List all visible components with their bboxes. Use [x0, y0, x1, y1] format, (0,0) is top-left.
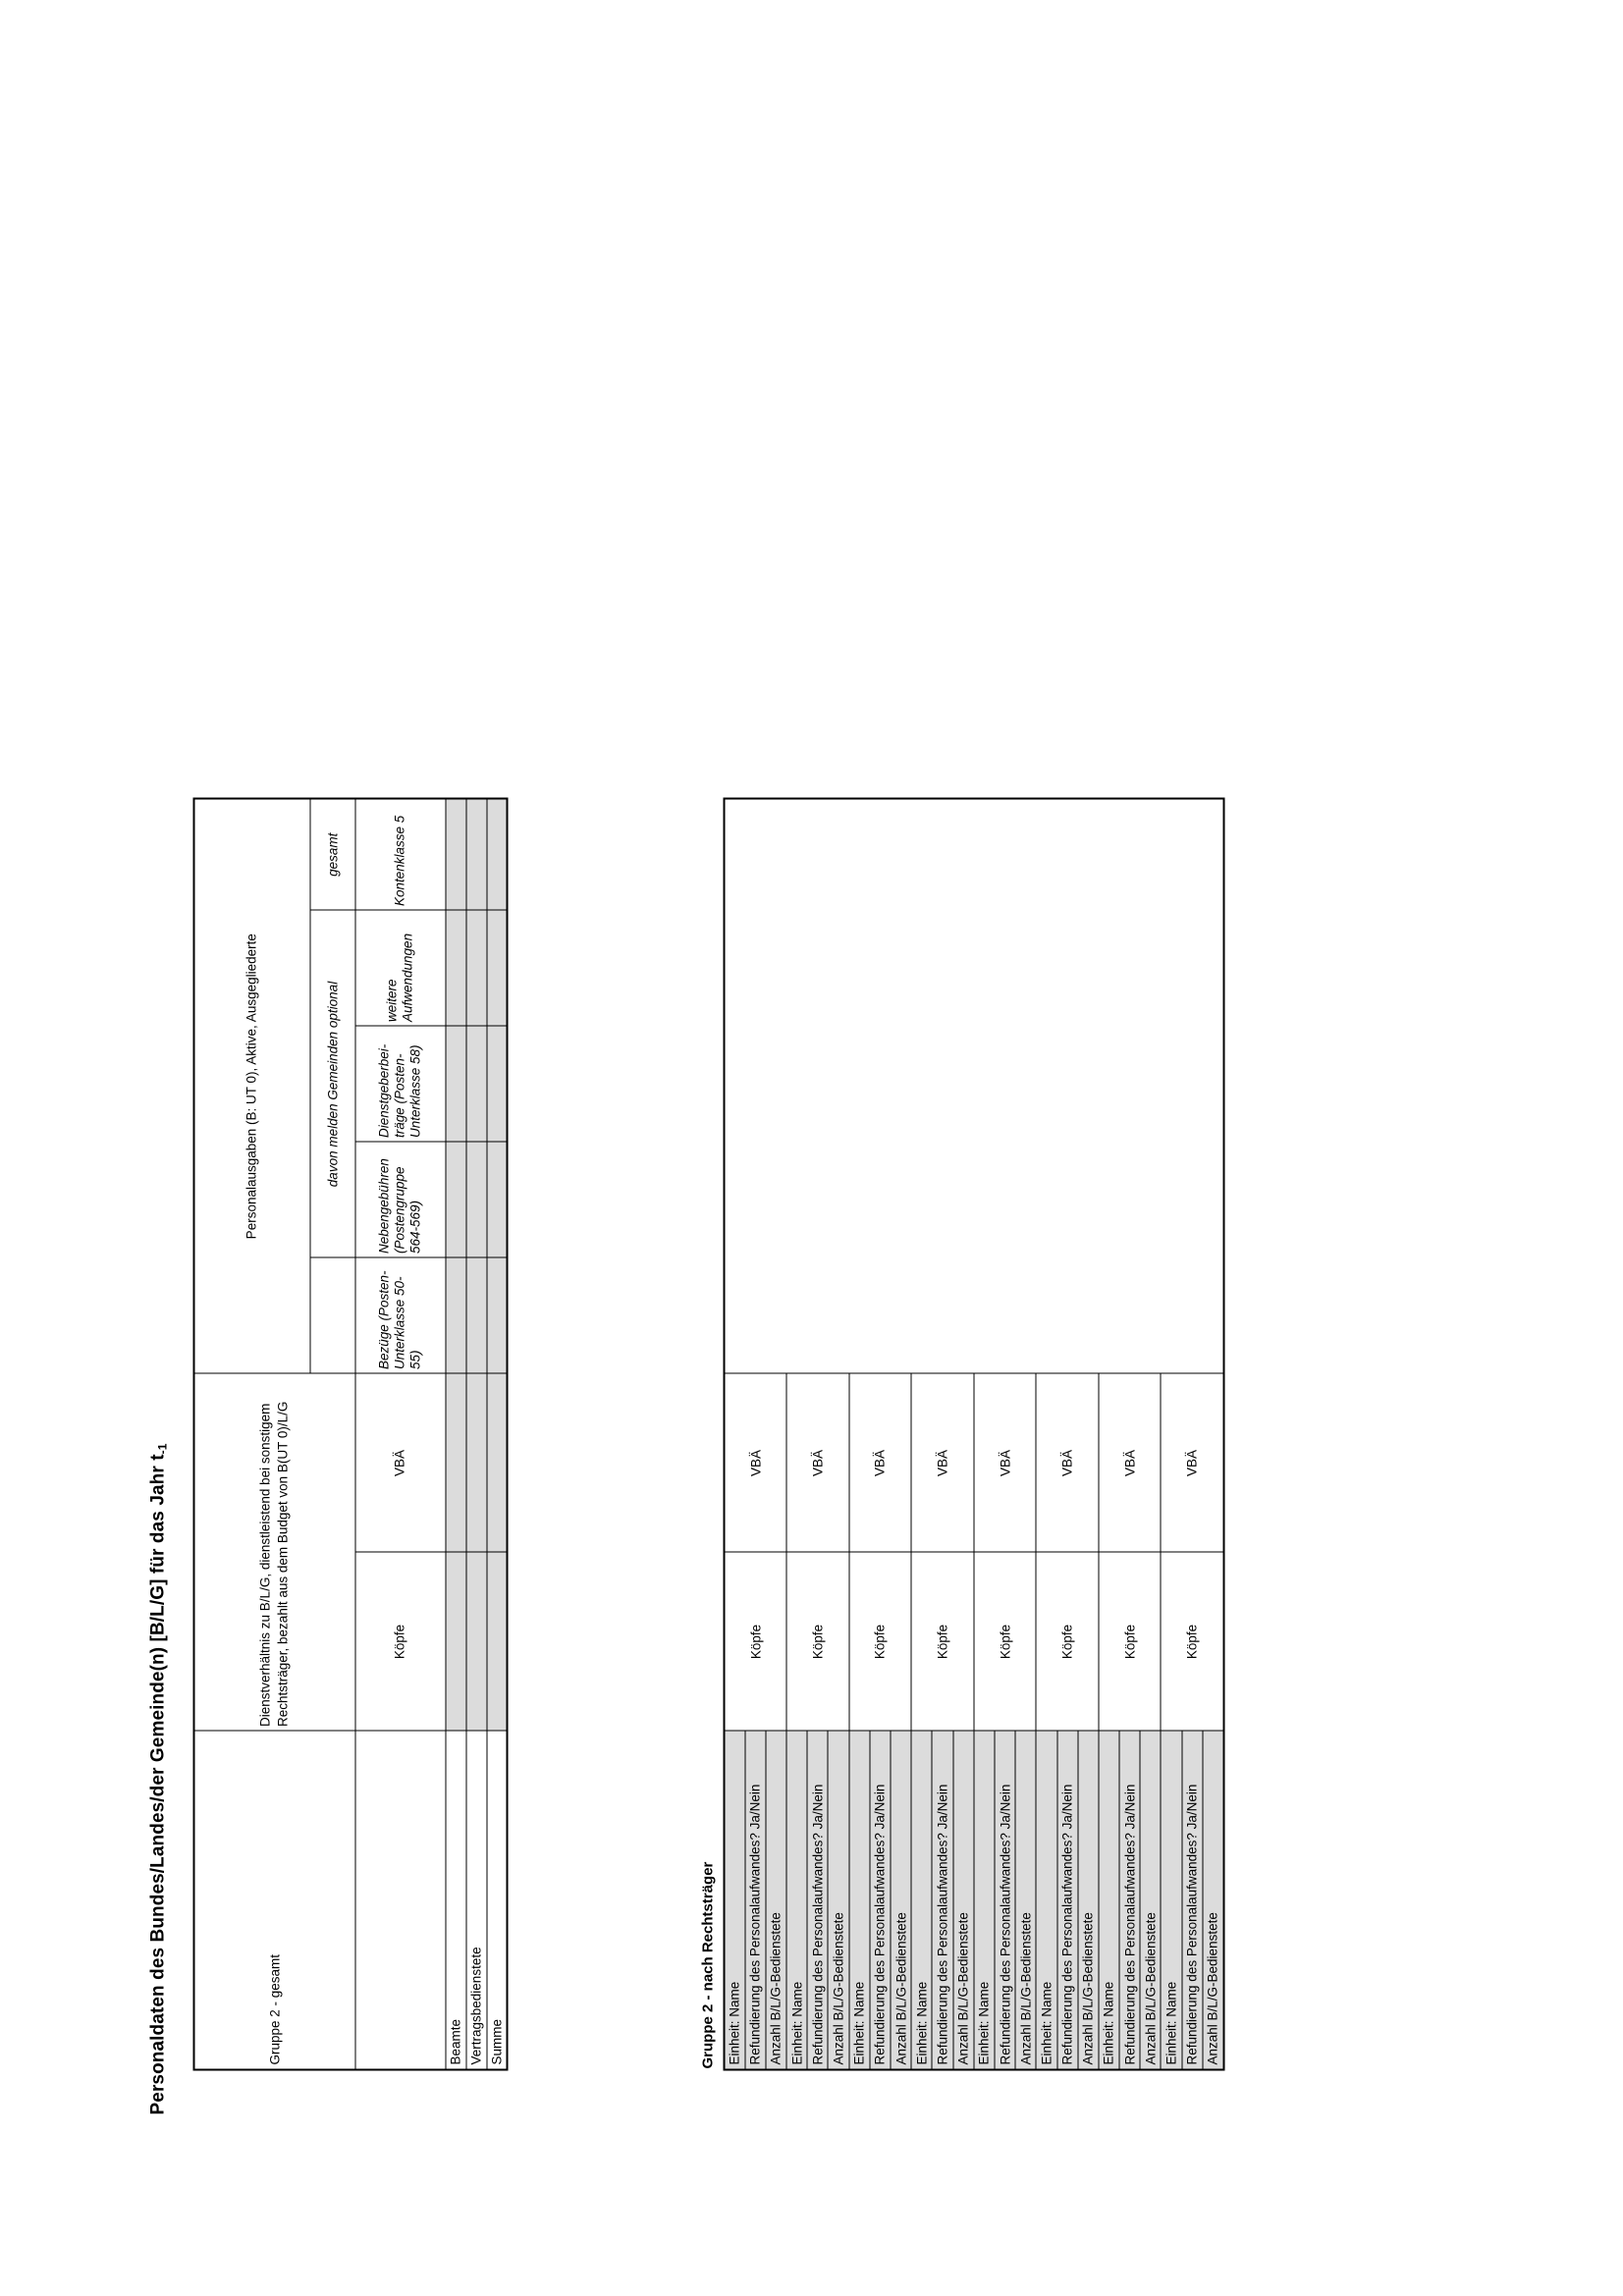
header-weitere-aufwendungen: weitere Aufwendungen [354, 910, 445, 1026]
cell-empty [973, 798, 994, 910]
cell-beamte-kontenklasse5[interactable] [445, 798, 465, 910]
cell-empty [1202, 798, 1222, 910]
cell-empty [1161, 1142, 1181, 1257]
cell-summe-kontenklasse5[interactable] [486, 798, 507, 910]
header-kopfe: Köpfe [786, 1552, 849, 1731]
cell-empty [828, 910, 848, 1026]
header-personalausgaben: Personalausgaben (B: UT 0), Aktive, Ausgegliederte [193, 798, 309, 1373]
cell-empty [932, 1142, 952, 1257]
header-kopfe: Köpfe [973, 1552, 1036, 1731]
cell-empty [1056, 1026, 1077, 1142]
cell-empty [765, 1142, 785, 1257]
cell-empty [1119, 910, 1140, 1026]
cell-empty [828, 798, 848, 910]
cell-empty [891, 1142, 911, 1257]
cell-empty [1119, 1026, 1140, 1142]
cell-empty [1161, 1257, 1181, 1373]
cell-empty [891, 798, 911, 910]
cell-empty [807, 1026, 828, 1142]
row-label: Refundierung des Personalaufwandes? Ja/Nein [1056, 1731, 1077, 2069]
cell-empty [786, 910, 807, 1026]
cell-empty [1077, 798, 1098, 910]
header-kopfe: Köpfe [1161, 1552, 1223, 1731]
table-gruppe2-gesamt [192, 797, 508, 2070]
cell-vertragsbedienstete-vbae[interactable] [465, 1373, 486, 1552]
row-label: Refundierung des Personalaufwandes? Ja/Nein [807, 1731, 828, 2069]
cell-empty [952, 910, 973, 1026]
cell-summe-vbae[interactable] [486, 1373, 507, 1552]
section-gruppe2-gesamt [192, 797, 508, 2070]
page-title-text: Personaldaten des Bundes/Landes/der Gemeinde(n) [B/L/G] für das Jahr t [147, 1453, 168, 2114]
cell-empty [1140, 910, 1161, 1026]
cell-beamte-dienstgeberbeitraege[interactable] [445, 1026, 465, 1142]
cell-empty [786, 798, 807, 910]
cell-empty [973, 1026, 994, 1142]
cell-vertragsbedienstete-bezuege[interactable] [465, 1257, 486, 1373]
cell-empty [891, 910, 911, 1026]
cell-empty [1140, 1142, 1161, 1257]
row-label: Einheit: Name [724, 1731, 744, 2069]
cell-empty [891, 1026, 911, 1142]
header-bezuege: Bezüge (Posten-Unterklasse 50-55) [354, 1257, 445, 1373]
row-label: Anzahl B/L/G-Bedienstete [1202, 1731, 1222, 2069]
row-label: Refundierung des Personalaufwandes? Ja/Nein [869, 1731, 890, 2069]
header-vbae: VBÄ [724, 1373, 786, 1552]
cell-vertragsbedienstete-kontenklasse5[interactable] [465, 798, 486, 910]
page-title [147, 1443, 169, 2114]
cell-empty [1056, 798, 1077, 910]
cell-empty [765, 1026, 785, 1142]
cell-empty [1181, 910, 1202, 1026]
cell-empty [1098, 1026, 1118, 1142]
row-label: Refundierung des Personalaufwandes? Ja/Nein [744, 1731, 765, 2069]
cell-empty [1161, 798, 1181, 910]
cell-empty [1119, 1142, 1140, 1257]
cell-empty [1181, 1142, 1202, 1257]
table-gruppe2-nach-rechtstraeger [723, 797, 1224, 2070]
cell-empty [1119, 798, 1140, 910]
cell-empty [952, 798, 973, 910]
cell-empty [994, 910, 1014, 1026]
row-label: Anzahl B/L/G-Bedienstete [828, 1731, 848, 2069]
cell-empty [1036, 1257, 1056, 1373]
cell-empty [1202, 1257, 1222, 1373]
header-spacer [309, 1257, 354, 1373]
cell-empty [1098, 910, 1118, 1026]
cell-empty [994, 1257, 1014, 1373]
cell-vertragsbedienstete-kopfe[interactable] [465, 1552, 486, 1731]
page-title-subscript: -1 [155, 1442, 169, 1454]
row-label: Einheit: Name [786, 1731, 807, 2069]
row-label: Einheit: Name [1098, 1731, 1118, 2069]
header-dienstverhaeltnis: Dienstverhältnis zu B/L/G, dienstleistend bei sonstigem Rechtsträger, bezahlt aus dem Budget von B(UT 0)/L/G [193, 1373, 354, 1731]
cell-empty [1056, 1142, 1077, 1257]
cell-empty [932, 798, 952, 910]
header-vbae: VBÄ [848, 1373, 911, 1552]
header-kopfe: Köpfe [1098, 1552, 1161, 1731]
cell-empty [891, 1257, 911, 1373]
row-label: Refundierung des Personalaufwandes? Ja/Nein [994, 1731, 1014, 2069]
cell-empty [848, 1026, 869, 1142]
cell-empty [765, 910, 785, 1026]
row-label: Einheit: Name [911, 1731, 932, 2069]
row-label-summe: Summe [486, 1731, 507, 2069]
cell-empty [1140, 1257, 1161, 1373]
cell-empty [952, 1142, 973, 1257]
cell-empty [1119, 1257, 1140, 1373]
cell-empty [932, 1026, 952, 1142]
cell-empty [848, 1257, 869, 1373]
cell-empty [848, 798, 869, 910]
table-row [848, 798, 869, 2069]
row-label-vertragsbedienstete: Vertragsbedienstete [465, 1731, 486, 2069]
row-label: Anzahl B/L/G-Bedienstete [1077, 1731, 1098, 2069]
table-row [786, 798, 807, 2069]
cell-empty [1036, 1142, 1056, 1257]
row-label-beamte: Beamte [445, 1731, 465, 2069]
cell-empty [1202, 910, 1222, 1026]
cell-empty [1098, 798, 1118, 910]
header-kopfe: Köpfe [1036, 1552, 1099, 1731]
cell-empty [1202, 1142, 1222, 1257]
cell-vertragsbedienstete-nebengebuehren[interactable] [465, 1142, 486, 1257]
cell-empty [932, 1257, 952, 1373]
cell-empty [952, 1026, 973, 1142]
table-row [973, 798, 994, 2069]
cell-empty [1015, 1026, 1036, 1142]
cell-beamte-nebengebuehren[interactable] [445, 1142, 465, 1257]
row-label: Einheit: Name [848, 1731, 869, 2069]
header-kopfe: Köpfe [354, 1552, 445, 1731]
cell-empty [994, 1026, 1014, 1142]
header-kopfe: Köpfe [911, 1552, 974, 1731]
header-gruppe2-gesamt: Gruppe 2 - gesamt [193, 1731, 354, 2069]
header-kopfe: Köpfe [724, 1552, 786, 1731]
header-vbae: VBÄ [1098, 1373, 1161, 1552]
header-kopfe: Köpfe [848, 1552, 911, 1731]
cell-empty [848, 1142, 869, 1257]
table-header-row-groups [193, 798, 309, 2069]
row-label: Einheit: Name [1036, 1731, 1056, 2069]
cell-empty [994, 798, 1014, 910]
header-vbae: VBÄ [354, 1373, 445, 1552]
cell-empty [994, 1142, 1014, 1257]
cell-beamte-kopfe[interactable] [445, 1552, 465, 1731]
header-vbae: VBÄ [911, 1373, 974, 1552]
header-nebengebuehren: Nebengebühren (Postengruppe 564-569) [354, 1142, 445, 1257]
cell-empty [744, 1257, 765, 1373]
row-label: Anzahl B/L/G-Bedienstete [952, 1731, 973, 2069]
table-row [465, 798, 486, 2069]
cell-empty [807, 1142, 828, 1257]
header-kontenklasse5: Kontenklasse 5 [354, 798, 445, 910]
cell-empty [911, 910, 932, 1026]
cell-summe-kopfe[interactable] [486, 1552, 507, 1731]
row-label: Anzahl B/L/G-Bedienstete [765, 1731, 785, 2069]
header-dienstgeberbeitraege: Dienstgeberbei-träge (Posten-Unterklasse 58) [354, 1026, 445, 1142]
cell-empty [724, 910, 744, 1026]
row-label: Refundierung des Personalaufwandes? Ja/Nein [932, 1731, 952, 2069]
cell-empty [1161, 1026, 1181, 1142]
cell-empty [807, 798, 828, 910]
header-gesamt: gesamt [309, 798, 354, 910]
cell-empty [786, 1026, 807, 1142]
cell-empty [1056, 910, 1077, 1026]
cell-empty [1077, 1026, 1098, 1142]
cell-empty [1077, 1142, 1098, 1257]
row-label: Anzahl B/L/G-Bedienstete [1140, 1731, 1161, 2069]
cell-empty [1036, 910, 1056, 1026]
cell-empty [952, 1257, 973, 1373]
cell-empty [932, 910, 952, 1026]
cell-empty [1140, 798, 1161, 910]
cell-empty [744, 1142, 765, 1257]
cell-empty [786, 1142, 807, 1257]
cell-empty [765, 798, 785, 910]
cell-empty [724, 798, 744, 910]
cell-empty [869, 1257, 890, 1373]
cell-vertragsbedienstete-dienstgeberbeitraege[interactable] [465, 1026, 486, 1142]
cell-empty [973, 1142, 994, 1257]
header-vbae: VBÄ [1161, 1373, 1223, 1552]
cell-empty [911, 798, 932, 910]
cell-beamte-vbae[interactable] [445, 1373, 465, 1552]
table-row [1161, 798, 1181, 2069]
cell-empty [911, 1026, 932, 1142]
cell-empty [828, 1026, 848, 1142]
cell-empty [973, 910, 994, 1026]
cell-empty [1015, 798, 1036, 910]
cell-empty [911, 1257, 932, 1373]
cell-empty [1015, 910, 1036, 1026]
row-label: Einheit: Name [1161, 1731, 1181, 2069]
cell-summe-bezuege[interactable] [486, 1257, 507, 1373]
cell-empty [724, 1257, 744, 1373]
cell-summe-nebengebuehren[interactable] [486, 1142, 507, 1257]
cell-beamte-bezuege[interactable] [445, 1257, 465, 1373]
cell-empty [1140, 1026, 1161, 1142]
row-label: Anzahl B/L/G-Bedienstete [891, 1731, 911, 2069]
cell-empty [765, 1257, 785, 1373]
cell-empty [1015, 1257, 1036, 1373]
cell-empty [1181, 1026, 1202, 1142]
cell-empty [973, 1257, 994, 1373]
cell-empty [1098, 1257, 1118, 1373]
row-label: Einheit: Name [973, 1731, 994, 2069]
row-label: Anzahl B/L/G-Bedienstete [1015, 1731, 1036, 2069]
cell-empty [1202, 1026, 1222, 1142]
cell-empty [1015, 1142, 1036, 1257]
cell-empty [1056, 1257, 1077, 1373]
cell-summe-weitere-aufwendungen[interactable] [486, 910, 507, 1026]
cell-empty [1077, 910, 1098, 1026]
cell-empty [1098, 1142, 1118, 1257]
header-vbae: VBÄ [786, 1373, 849, 1552]
cell-empty [1161, 910, 1181, 1026]
cell-empty [1181, 1257, 1202, 1373]
cell-empty [869, 1026, 890, 1142]
cell-empty [724, 1026, 744, 1142]
header-davon-melden-gemeinden-optional: davon melden Gemeinden optional [309, 910, 354, 1257]
cell-empty [744, 910, 765, 1026]
table-row [1036, 798, 1056, 2069]
table-row [1098, 798, 1118, 2069]
row-label: Refundierung des Personalaufwandes? Ja/Nein [1119, 1731, 1140, 2069]
header-vbae: VBÄ [973, 1373, 1036, 1552]
cell-empty [1036, 1026, 1056, 1142]
header-vbae: VBÄ [1036, 1373, 1099, 1552]
cell-empty [744, 798, 765, 910]
cell-empty [1077, 1257, 1098, 1373]
section-gruppe2-nach-rechtstraeger [699, 797, 1224, 2070]
cell-empty [807, 1257, 828, 1373]
header-gruppe2-nach-rechtstraeger: Gruppe 2 - nach Rechtsträger [699, 1861, 716, 2068]
cell-empty [828, 1257, 848, 1373]
header-unit-spacer [354, 1731, 445, 2069]
cell-vertragsbedienstete-weitere-aufwendungen[interactable] [465, 910, 486, 1026]
cell-empty [828, 1142, 848, 1257]
cell-empty [786, 1257, 807, 1373]
cell-empty [848, 910, 869, 1026]
cell-empty [807, 910, 828, 1026]
cell-empty [869, 1142, 890, 1257]
table-row [445, 798, 465, 2069]
cell-summe-dienstgeberbeitraege[interactable] [486, 1026, 507, 1142]
cell-empty [744, 1026, 765, 1142]
cell-empty [869, 798, 890, 910]
cell-empty [1036, 798, 1056, 910]
table-header-row-units [354, 798, 445, 2069]
table-row [911, 798, 932, 2069]
cell-beamte-weitere-aufwendungen[interactable] [445, 910, 465, 1026]
cell-empty [869, 910, 890, 1026]
cell-empty [911, 1142, 932, 1257]
table-row [486, 798, 507, 2069]
table-row [724, 798, 744, 2069]
row-label: Refundierung des Personalaufwandes? Ja/Nein [1181, 1731, 1202, 2069]
cell-empty [724, 1142, 744, 1257]
cell-empty [1181, 798, 1202, 910]
